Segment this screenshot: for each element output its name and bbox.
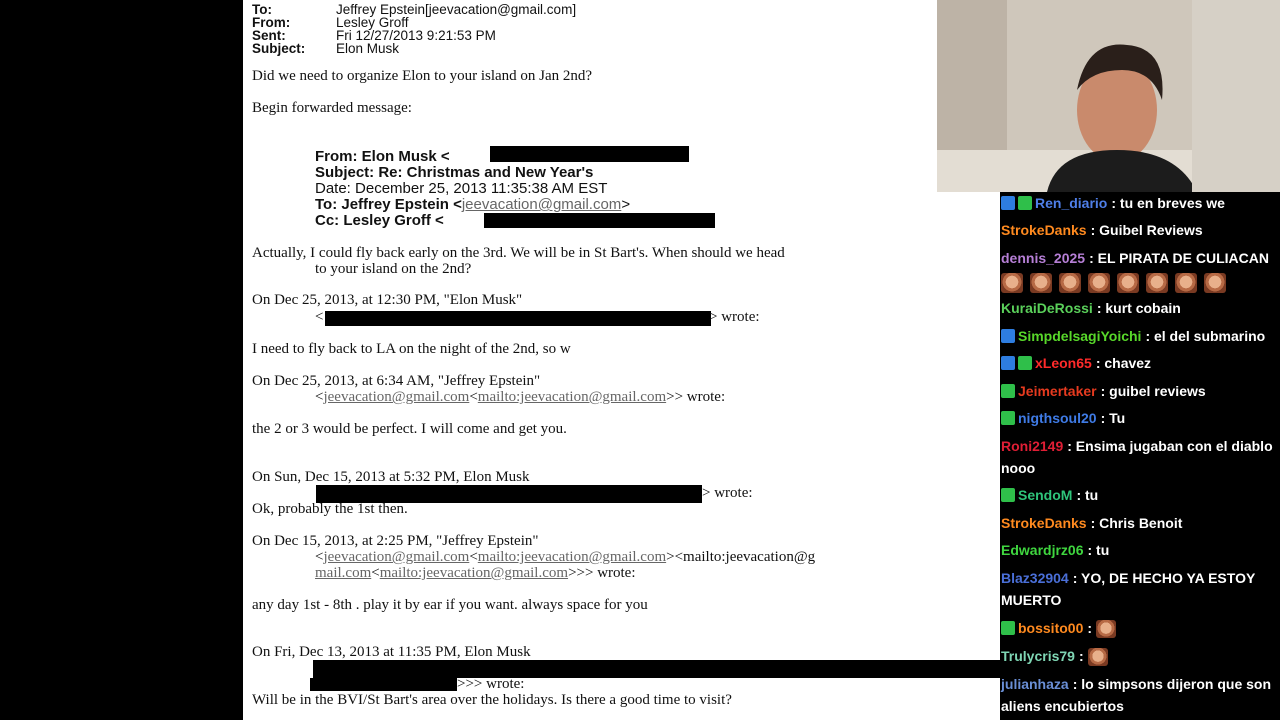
quote4-email-cont-link[interactable]: mail.com [315,565,372,581]
header-label-sent: Sent: [252,28,286,43]
chat-message [1001,219,1279,241]
quote2-header: On Dec 25, 2013, at 6:34 AM, "Jeffrey Epstein" [252,373,541,389]
redaction-block [484,213,715,228]
face-emote-icon [1096,620,1116,638]
chat-username[interactable]: SendoM [1018,487,1073,503]
body5-text: any day 1st - 8th . play it by ear if you want. always space for you [252,597,648,613]
redaction-block [310,678,457,691]
chat-username[interactable]: SimpdelsagiYoichi [1018,328,1142,344]
chat-text: : EL PIRATA DE CULIACAN [1089,250,1269,266]
chat-message [1001,567,1279,611]
face-emote-icon [1204,273,1226,293]
chat-username[interactable]: Roni2149 [1001,438,1064,454]
body1-line1: Actually, I could fly back early on the 3rd. We will be in St Bart's. When should we head [252,245,785,261]
chat-message [1001,247,1279,269]
quote4-lt: < [315,549,324,565]
body2-text: I need to fly back to LA on the night of the 2nd, so w [252,341,571,357]
chat-message [1001,484,1279,506]
forward-label: Begin forwarded message: [252,100,412,116]
quote1-lt: < [315,309,324,325]
quote2-wrote: >> wrote: [666,389,726,405]
chat-username[interactable]: xLeon65 [1035,355,1092,371]
badge-icon [1001,411,1015,425]
emote-row [1001,271,1279,293]
fwd-to [315,196,630,213]
badge-icon [1001,384,1015,398]
chat-username[interactable]: dennis_2025 [1001,250,1086,266]
badge-icon [1018,196,1032,210]
quote5-wrote: >>> wrote: [457,676,525,692]
quote5-header: On Fri, Dec 13, 2013 at 11:35 PM, Elon Musk [252,644,531,660]
chat-username[interactable]: Edwardjrz06 [1001,542,1084,558]
fwd-date: Date: December 25, 2013 11:35:38 AM EST [315,180,608,197]
chat-username[interactable]: KuraiDeRossi [1001,300,1093,316]
badge-icon [1001,488,1015,502]
chat-text: : Ensima jugaban con el diablo nooo [1001,438,1273,476]
email-document [243,0,1000,720]
header-label-subject: Subject: [252,41,306,56]
chat-text: : lo simpsons dijeron que son aliens encubiertos [1001,676,1272,714]
chat-username[interactable]: nigthsoul20 [1018,410,1097,426]
fwd-from: From: Elon Musk < [315,148,450,165]
chat-text: : kurt cobain [1096,300,1181,316]
header-value-subject: Elon Musk [336,41,400,56]
quote4-addresses [315,549,815,566]
chat-message [1001,645,1279,667]
fwd-to-email-link[interactable]: jeevacation@gmail.com [461,196,622,213]
chat-text: : Tu [1100,410,1126,426]
redaction-block [490,146,689,162]
chat-text: : Guibel Reviews [1090,222,1203,238]
quote2-lt2: < [469,389,478,405]
quote4-header: On Dec 15, 2013, at 2:25 PM, "Jeffrey Epstein" [252,533,539,549]
quote4-wrote: >>> wrote: [568,565,636,581]
badge-icon [1001,356,1015,370]
face-emote-icon [1088,648,1108,666]
chat-panel [1000,192,1280,720]
quote4-mailto-link[interactable]: mailto:jeevacation@gmail.com [477,549,667,565]
redaction-block [313,660,1000,678]
chat-message [1001,297,1279,319]
fwd-subject: Subject: Re: Christmas and New Year's [315,164,594,181]
chat-message [1001,352,1279,374]
quote4-addresses-cont [315,565,636,582]
chat-message [1001,435,1279,479]
body4-text: Ok, probably the 1st then. [252,501,408,517]
quote4-lt2: < [469,549,478,565]
chat-text: : [1078,648,1084,664]
chat-message [1001,325,1279,347]
redaction-block [325,311,711,326]
fwd-cc: Cc: Lesley Groff < [315,212,444,229]
chat-username[interactable]: StrokeDanks [1001,222,1087,238]
chat-text: : el del submarino [1145,328,1266,344]
quote4-email-link[interactable]: jeevacation@gmail.com [323,549,470,565]
chat-text: : tu [1087,542,1110,558]
chat-username[interactable]: julianhaza [1001,676,1069,692]
header-value-sent: Fri 12/27/2013 9:21:53 PM [336,28,496,43]
chat-username[interactable]: Ren_diario [1035,195,1108,211]
chat-text: : [1087,620,1093,636]
face-emote-icon [1030,273,1052,293]
chat-text: : tu en breves we [1111,195,1225,211]
quote4-mailto2-link[interactable]: mailto:jeevacation@gmail.com [379,565,569,581]
chat-username[interactable]: Jeimertaker [1018,383,1097,399]
chat-username[interactable]: Trulycris79 [1001,648,1075,664]
body6-text: Will be in the BVI/St Bart's area over the holidays. Is there a good time to visit? [252,692,732,708]
quote2-addresses [315,389,725,406]
header-value-to: Jeffrey Epstein[jeevacation@gmail.com] [336,2,577,17]
face-emote-icon [1117,273,1139,293]
quote2-mailto-link[interactable]: mailto:jeevacation@gmail.com [477,389,667,405]
face-emote-icon [1059,273,1081,293]
chat-message [1001,673,1279,717]
quote3-wrote: > wrote: [702,485,753,501]
webcam-feed [937,0,1280,192]
chat-message [1001,407,1279,429]
quote2-lt: < [315,389,324,405]
face-emote-icon [1001,273,1023,293]
chat-text: : chavez [1095,355,1152,371]
chat-username[interactable]: StrokeDanks [1001,515,1087,531]
chat-text: : guibel reviews [1100,383,1206,399]
quote1-header: On Dec 25, 2013, at 12:30 PM, "Elon Musk" [252,292,523,308]
header-label-to: To: [252,2,272,17]
quote2-email-link[interactable]: jeevacation@gmail.com [323,389,470,405]
face-emote-icon [1146,273,1168,293]
fwd-to-prefix: To: Jeffrey Epstein < [315,196,462,213]
chat-message [1001,617,1279,639]
header-label-from: From: [252,15,291,30]
badge-icon [1001,621,1015,635]
body3-text: the 2 or 3 would be perfect. I will come and get you. [252,421,567,437]
quote3-header: On Sun, Dec 15, 2013 at 5:32 PM, Elon Musk [252,469,530,485]
body1-line2: to your island on the 2nd? [315,261,472,277]
quote1-wrote: > wrote: [709,309,760,325]
intro-text: Did we need to organize Elon to your island on Jan 2nd? [252,68,593,84]
fwd-to-suffix: > [621,196,631,213]
quote4-tail: ><mailto:jeevacation@g [666,549,816,565]
chat-message [1001,512,1279,534]
quote4-lt3: < [371,565,380,581]
chat-text: : tu [1076,487,1099,503]
chat-message [1001,539,1279,561]
face-emote-icon [1088,273,1110,293]
header-value-from: Lesley Groff [336,15,409,30]
badge-icon [1001,196,1015,210]
streamer-silhouette [937,0,1280,192]
chat-username[interactable]: Blaz32904 [1001,570,1069,586]
face-emote-icon [1175,273,1197,293]
chat-message [1001,380,1279,402]
badge-icon [1001,329,1015,343]
chat-username[interactable]: bossito00 [1018,620,1084,636]
chat-message [1001,192,1279,214]
badge-icon [1018,356,1032,370]
chat-text: : YO, DE HECHO YA ESTOY MUERTO [1001,570,1256,608]
chat-text: : Chris Benoit [1090,515,1183,531]
